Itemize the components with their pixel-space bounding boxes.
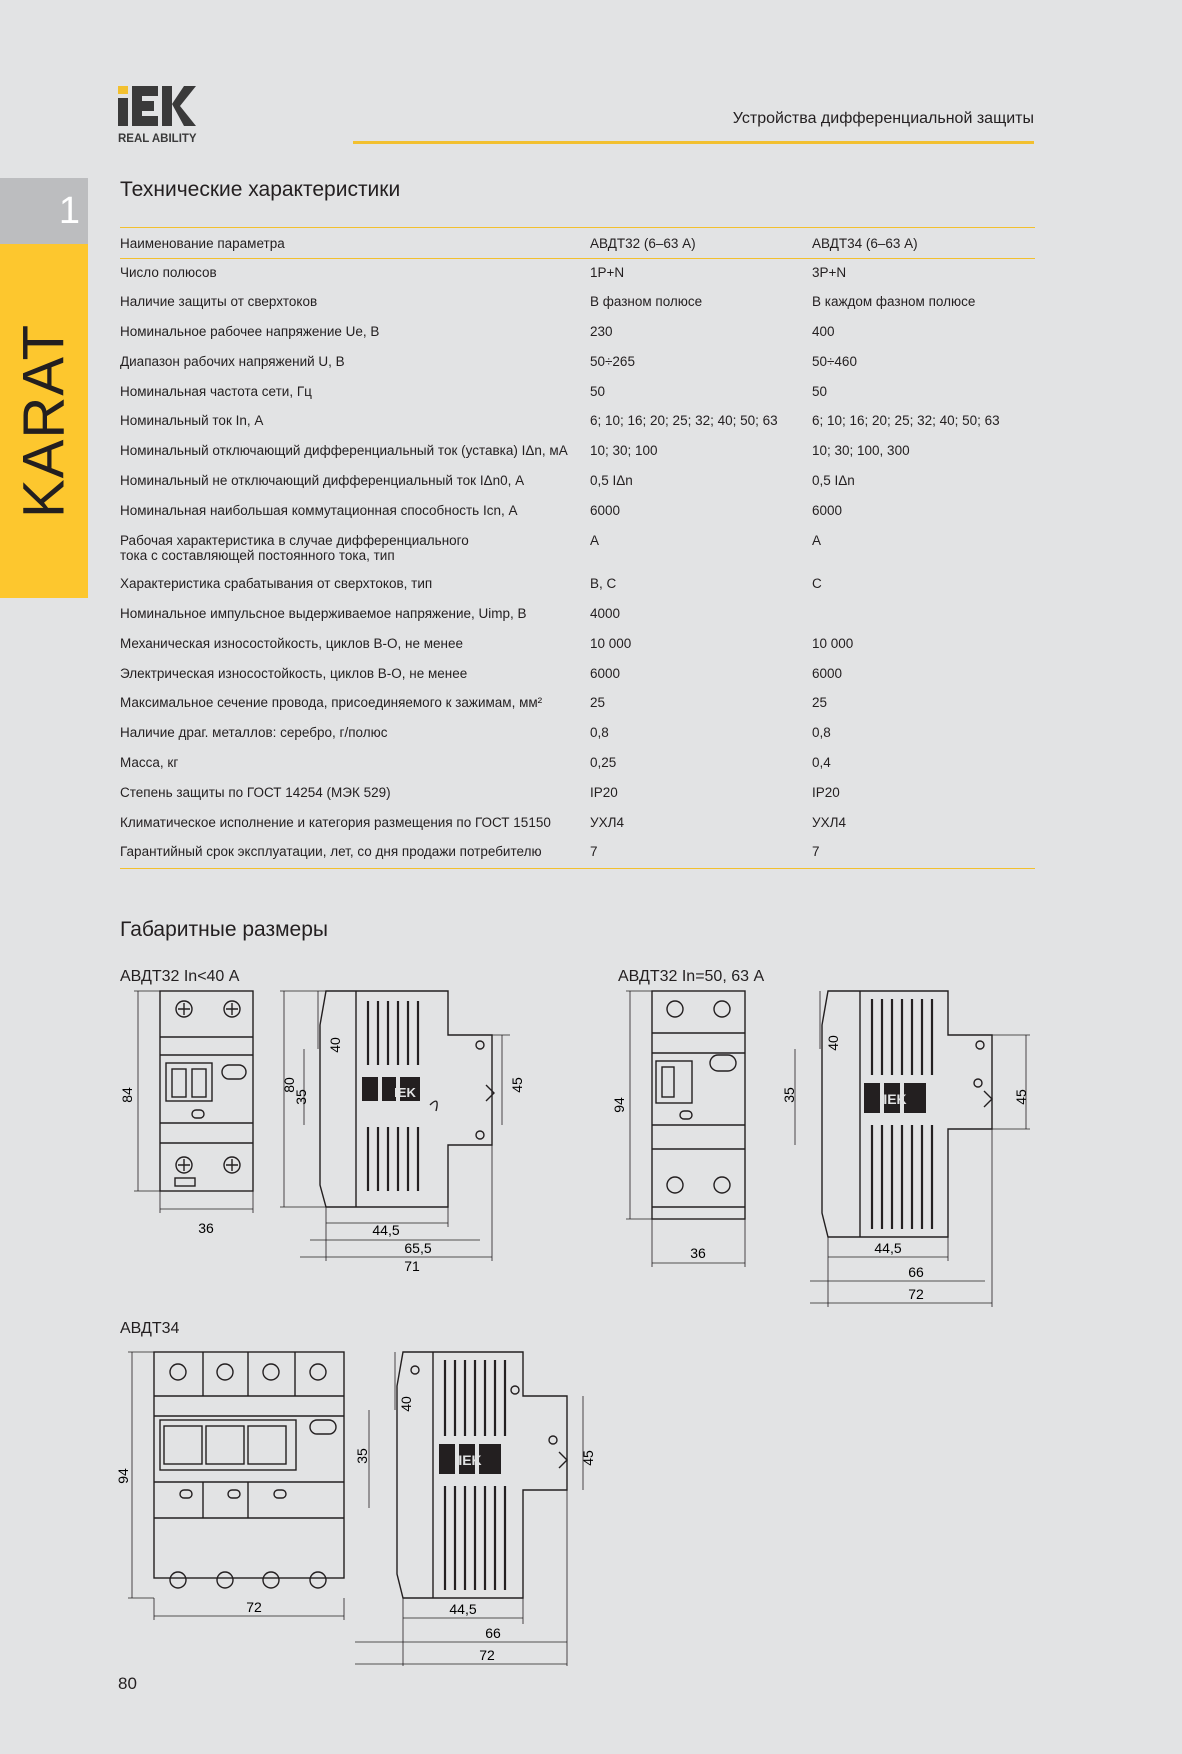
table-row: Наличие драг. металлов: серебро, г/полюс 0,8 0,8 bbox=[120, 725, 831, 741]
dim-width: 36 bbox=[690, 1245, 706, 1261]
page-number: 80 bbox=[118, 1674, 137, 1693]
dim-height-40: 40 bbox=[398, 1396, 414, 1412]
table-row: Характеристика срабатывания от сверхтоков, тип B, C C bbox=[120, 576, 822, 592]
dim-height-40: 40 bbox=[327, 1037, 343, 1053]
dim-width-44-5: 44,5 bbox=[449, 1601, 477, 1617]
specs-title: Технические характеристики bbox=[120, 178, 401, 201]
column-header: АВДТ34 (6–63 А) bbox=[812, 228, 1035, 259]
iek-logo bbox=[118, 86, 198, 150]
table-row: Диапазон рабочих напряжений U, В 50÷265 50÷460 bbox=[120, 353, 857, 369]
specs-table bbox=[120, 227, 1035, 869]
table-row: Номинальная частота сети, Гц 50 50 bbox=[120, 383, 828, 399]
dim-width-66: 66 bbox=[908, 1264, 924, 1280]
brand-mark: IEK bbox=[458, 1452, 482, 1468]
dim-height-35: 35 bbox=[354, 1448, 370, 1464]
dim-height-45: 45 bbox=[580, 1450, 596, 1466]
section-number: 1 bbox=[0, 178, 88, 244]
table-row: Номинальная наибольшая коммутационная способность Icn, А 6000 6000 bbox=[120, 502, 843, 518]
table-header-row bbox=[120, 228, 1035, 259]
drawing-label-avdt34: АВДТ34 bbox=[120, 1320, 180, 1337]
header-title: Устройства дифференциальной защиты bbox=[732, 110, 1034, 127]
table-row: Номинальное рабочее напряжение Ue, В 230 400 bbox=[120, 324, 835, 340]
table-row: Климатическое исполнение и категория размещения по ГОСТ 15150 УХЛ4 УХЛ4 bbox=[120, 814, 846, 830]
section-label: KARAT bbox=[11, 323, 77, 519]
dim-height-35: 35 bbox=[293, 1089, 309, 1105]
logo-mark bbox=[118, 86, 198, 150]
dim-width: 36 bbox=[198, 1220, 214, 1236]
dim-height: 84 bbox=[119, 1087, 135, 1103]
table-row: Число полюсов 1P+N 3P+N bbox=[120, 265, 847, 280]
table-row: Номинальный отключающий дифференциальный ток (уставка) IΔn, мА 10; 30; 100 10; 30; 100, 300 bbox=[120, 443, 910, 459]
dim-width: 72 bbox=[246, 1599, 262, 1615]
dim-height-35: 35 bbox=[781, 1087, 797, 1103]
dim-height-45: 45 bbox=[1013, 1089, 1029, 1105]
drawing-label-avdt32-small: АВДТ32 In<40 А bbox=[120, 968, 240, 985]
brand-mark: IEK bbox=[394, 1085, 416, 1100]
table-row: Механическая износостойкость, циклов В-О, не менее 10 000 10 000 bbox=[120, 635, 854, 651]
table-row: Номинальное импульсное выдерживаемое напряжение, Uimp, В 4000 bbox=[120, 605, 621, 621]
dim-width-66: 66 bbox=[485, 1625, 501, 1641]
drawing2-side bbox=[780, 985, 1050, 1315]
table-row: Максимальное сечение провода, присоединяемого к зажимам, мм² 25 25 bbox=[120, 695, 828, 711]
drawing2-front bbox=[611, 985, 758, 1285]
table-row: Номинальный не отключающий дифференциальный ток IΔn0, А 0,5 IΔn 0,5 IΔn bbox=[120, 473, 855, 489]
table-row: Гарантийный срок эксплуатации, лет, со дня продажи потребителю 7 7 bbox=[120, 838, 1035, 868]
column-header: АВДТ32 (6–63 А) bbox=[590, 228, 812, 259]
dim-width-65-5: 65,5 bbox=[404, 1240, 432, 1256]
dimensions-title: Габаритные размеры bbox=[120, 918, 328, 941]
brand-mark: IEK bbox=[883, 1091, 907, 1107]
logo-tagline: REAL ABILITY bbox=[118, 133, 197, 145]
column-header: Наименование параметра bbox=[120, 228, 590, 259]
table-row: Степень защиты по ГОСТ 14254 (МЭК 529) IP20 IP20 bbox=[120, 784, 840, 800]
table-row: Наличие защиты от сверхтоков В фазном полюсе В каждом фазном полюсе bbox=[120, 294, 976, 310]
dim-height-80: 80 bbox=[281, 1077, 297, 1093]
drawing1-front bbox=[120, 985, 270, 1245]
header-divider bbox=[353, 141, 1034, 144]
table-row: Номинальный ток In, А 6; 10; 16; 20; 25; 32; 40; 50; 63 6; 10; 16; 20; 25; 32; 40; 50; 63 bbox=[120, 413, 1000, 429]
dim-width-72: 72 bbox=[908, 1286, 924, 1302]
drawing1-side bbox=[280, 985, 550, 1285]
dim-height: 94 bbox=[611, 1097, 627, 1113]
table-row: Масса, кг 0,25 0,4 bbox=[120, 754, 831, 770]
dim-width-72: 72 bbox=[479, 1647, 495, 1663]
dim-width-71: 71 bbox=[404, 1258, 420, 1274]
dim-height-40: 40 bbox=[825, 1035, 841, 1051]
drawing-label-avdt32-large: АВДТ32 In=50, 63 А bbox=[618, 968, 765, 985]
drawing3-front bbox=[115, 1340, 360, 1640]
dim-height: 94 bbox=[115, 1468, 131, 1484]
table-row: Электрическая износостойкость, циклов В-О, не менее 6000 6000 bbox=[120, 665, 843, 681]
dim-height-45: 45 bbox=[509, 1077, 525, 1093]
drawing3-side bbox=[355, 1340, 595, 1670]
dim-width-44-5: 44,5 bbox=[874, 1240, 902, 1256]
table-row: Рабочая характеристика в случае дифференциального тока с составляющей постоянного тока, тип A A bbox=[120, 532, 822, 563]
dim-width-44-5: 44,5 bbox=[372, 1222, 400, 1238]
